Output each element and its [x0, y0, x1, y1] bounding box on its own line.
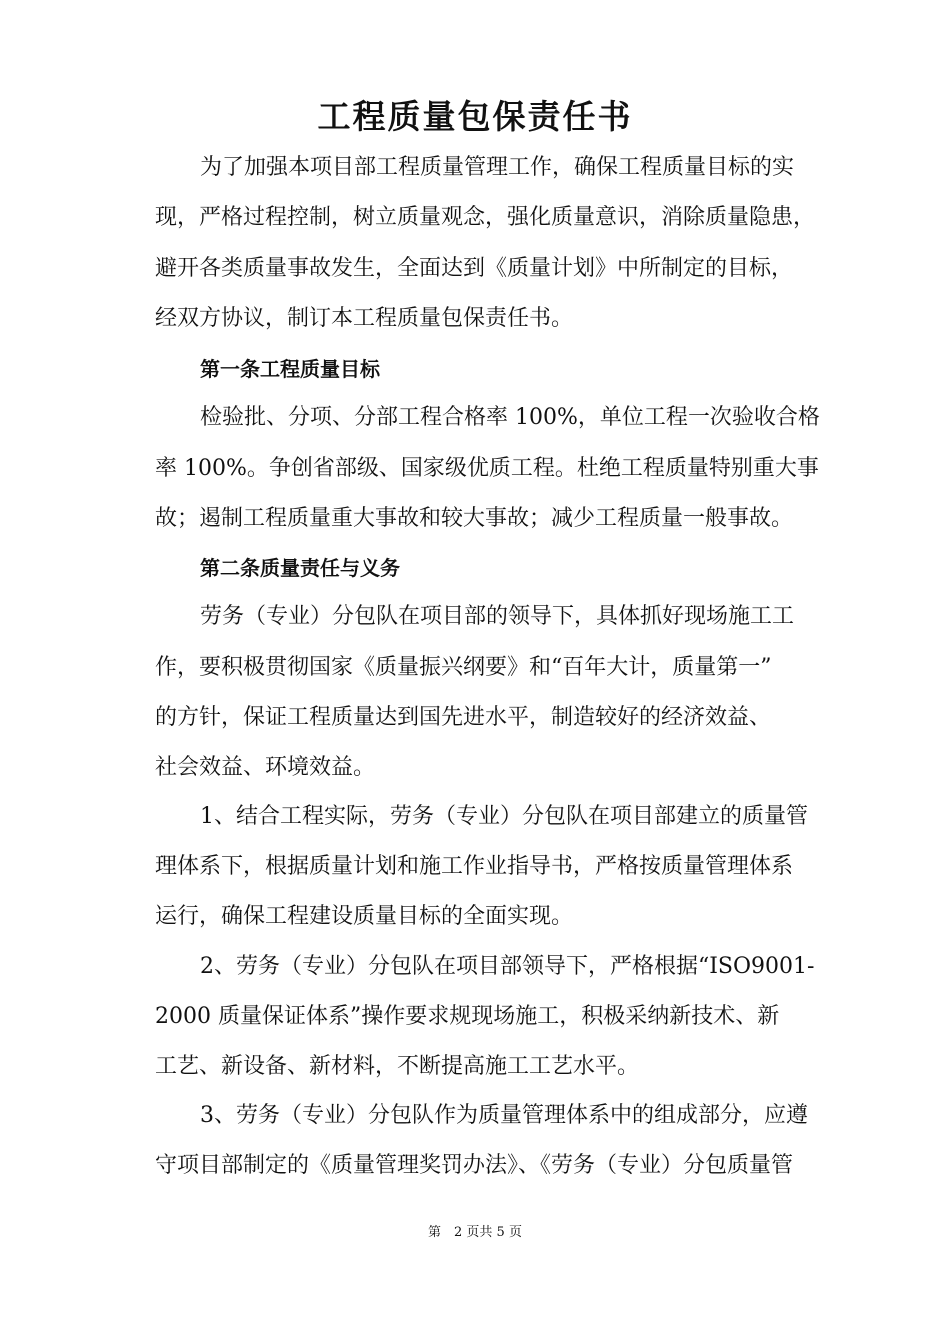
section-1-heading: 第一条工程质量目标 [200, 357, 380, 381]
intro-line-2: 现，严格过程控制，树立质量观念，强化质量意识，消除质量隐患， [155, 205, 816, 230]
section-1-line-2: 率 100%。争创省部级、国家级优质工程。杜绝工程质量特别重大事 [155, 456, 819, 481]
intro-line-1: 为了加强本项目部工程质量管理工作，确保工程质量目标的实 [200, 155, 795, 180]
item-1-line-3: 运行，确保工程建设质量目标的全面实现。 [155, 904, 574, 929]
section-2-line-3: 的方针，保证工程质量达到国先进水平，制造较好的经济效益、 [155, 705, 772, 730]
item-2-line-3: 工艺、新设备、新材料，不断提高施工工艺水平。 [155, 1054, 640, 1079]
section-2-line-1: 劳务（专业）分包队在项目部的领导下，具体抓好现场施工工 [200, 604, 795, 629]
item-2-line-1: 2、劳务（专业）分包队在项目部领导下，严格根据“ISO9001- [200, 954, 815, 979]
item-2-line-2: 2000 质量保证体系”操作要求规现场施工，积极采纳新技术、新 [155, 1004, 780, 1029]
section-2-line-2: 作，要积极贯彻国家《质量振兴纲要》和“百年大计，质量第一” [155, 655, 772, 680]
item-1-line-2: 理体系下，根据质量计划和施工作业指导书，严格按质量管理体系 [155, 854, 794, 879]
item-1-line-1: 1、结合工程实际，劳务（专业）分包队在项目部建立的质量管 [200, 804, 808, 829]
section-2-heading: 第二条质量责任与义务 [200, 556, 400, 580]
intro-line-3: 避开各类质量事故发生，全面达到《质量计划》中所制定的目标， [155, 256, 794, 281]
item-3-line-1: 3、劳务（专业）分包队作为质量管理体系中的组成部分，应遵 [200, 1103, 808, 1128]
section-2-line-4: 社会效益、环境效益。 [155, 755, 376, 780]
page-number-footer: 第 2 页共 5 页 [428, 1225, 522, 1240]
section-1-line-1: 检验批、分项、分部工程合格率 100%，单位工程一次验收合格 [200, 405, 820, 430]
item-3-line-2: 守项目部制定的《质量管理奖罚办法》、《劳务（专业）分包质量管 [155, 1153, 794, 1178]
intro-line-4: 经双方协议，制订本工程质量包保责任书。 [155, 306, 574, 331]
document-title: 工程质量包保责任书 [317, 97, 633, 136]
section-1-line-3: 故；遏制工程质量重大事故和较大事故；减少工程质量一般事故。 [155, 506, 794, 531]
